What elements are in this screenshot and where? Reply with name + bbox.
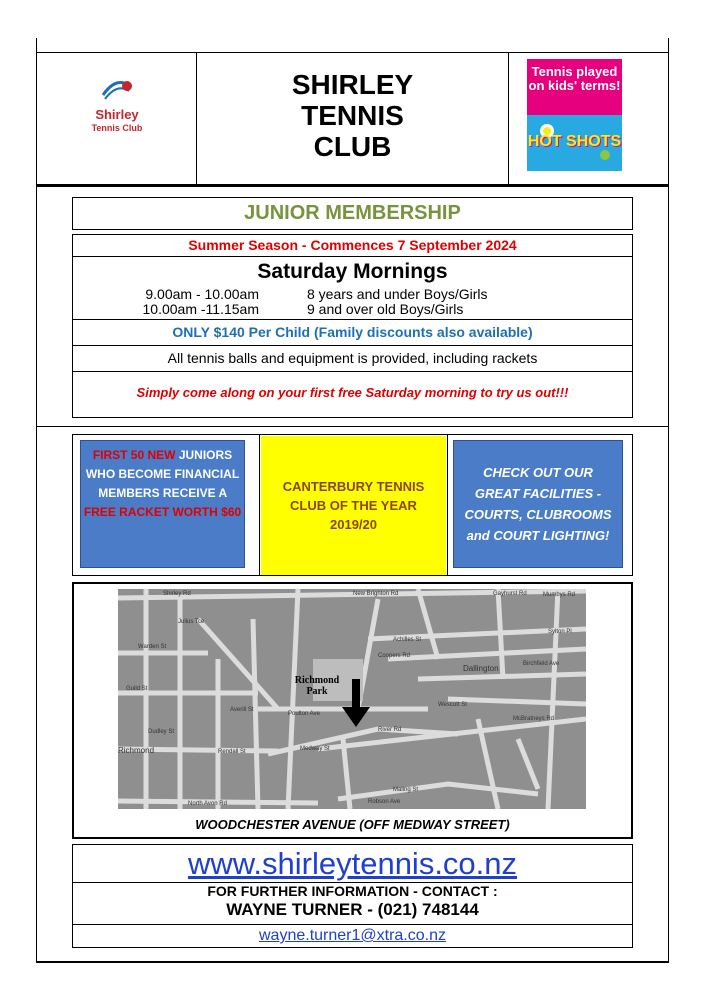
map-caption: WOODCHESTER AVENUE (OFF MEDWAY STREET) — [195, 817, 510, 832]
hot-shots-logo: HOT SHOTS — [527, 115, 622, 171]
badge-slogan: Tennis played on kids' terms! — [527, 59, 622, 115]
season-text: Summer Season - Commences 7 September 2024 — [73, 235, 632, 257]
day-text: Saturday Mornings — [257, 260, 448, 283]
website-link[interactable]: www.shirleytennis.co.nz — [187, 846, 518, 881]
club-of-year-promo: CANTERBURY TENNIS CLUB OF THE YEAR 2019/20 — [261, 436, 446, 575]
facilities-promo: CHECK OUT OUR GREAT FACILITIES - COURTS, CLUBROOMS and COURT LIGHTING! — [453, 440, 623, 568]
membership-details — [72, 234, 633, 418]
hot-shots-badge — [527, 59, 622, 171]
logo-subtitle: Tennis Club — [91, 123, 143, 133]
price-text: ONLY $140 Per Child (Family discounts also available) — [73, 320, 632, 346]
header — [37, 53, 668, 184]
email-link[interactable]: wayne.turner1@xtra.co.nz — [259, 927, 446, 944]
logo-name: Shirley — [95, 107, 139, 122]
session-list — [73, 286, 632, 320]
club-logo — [77, 75, 157, 160]
invite-text: Simply come along on your first free Saturday morning to try us out!!! — [136, 385, 569, 400]
contact-name-phone: WAYNE TURNER - (021) 748144 — [226, 900, 479, 919]
park-label: Richmond Park — [294, 675, 340, 697]
location-map: Shirley Rd New Brighton Rd Gayhurst Rd Mumbys Rd Julius Tce Achilles St Coopers Rd Sylton Pl Warden St Dallington Birchfield Ave Guild St Averill St Poulton Ave Wescott St McBratneys Rd Dudley St Medway St River Rd Richmond Rendall St Robson Ave North Avon Rd Maling St Richmond Park — [118, 589, 586, 809]
session-row: 9.00am - 10.00am 8 years and under Boys/Girls — [145, 286, 488, 302]
equipment-text: All tennis balls and equipment is provided, including rackets — [73, 346, 632, 372]
session-row: 10.00am -11.15am 9 and over old Boys/Girls — [142, 301, 464, 317]
membership-title-box — [72, 197, 633, 230]
map-section — [72, 582, 633, 839]
contact-info: FOR FURTHER INFORMATION - CONTACT : — [73, 882, 632, 899]
promo-row — [72, 434, 633, 576]
free-racket-promo: FIRST 50 NEW JUNIORS WHO BECOME FINANCIAL MEMBERS RECEIVE A FREE RACKET WORTH $60 — [80, 440, 245, 568]
tennis-ball-icon — [99, 77, 135, 103]
contact-section — [72, 844, 633, 948]
page-title: SHIRLEY TENNIS CLUB — [291, 69, 414, 162]
membership-title: JUNIOR MEMBERSHIP — [244, 202, 461, 224]
